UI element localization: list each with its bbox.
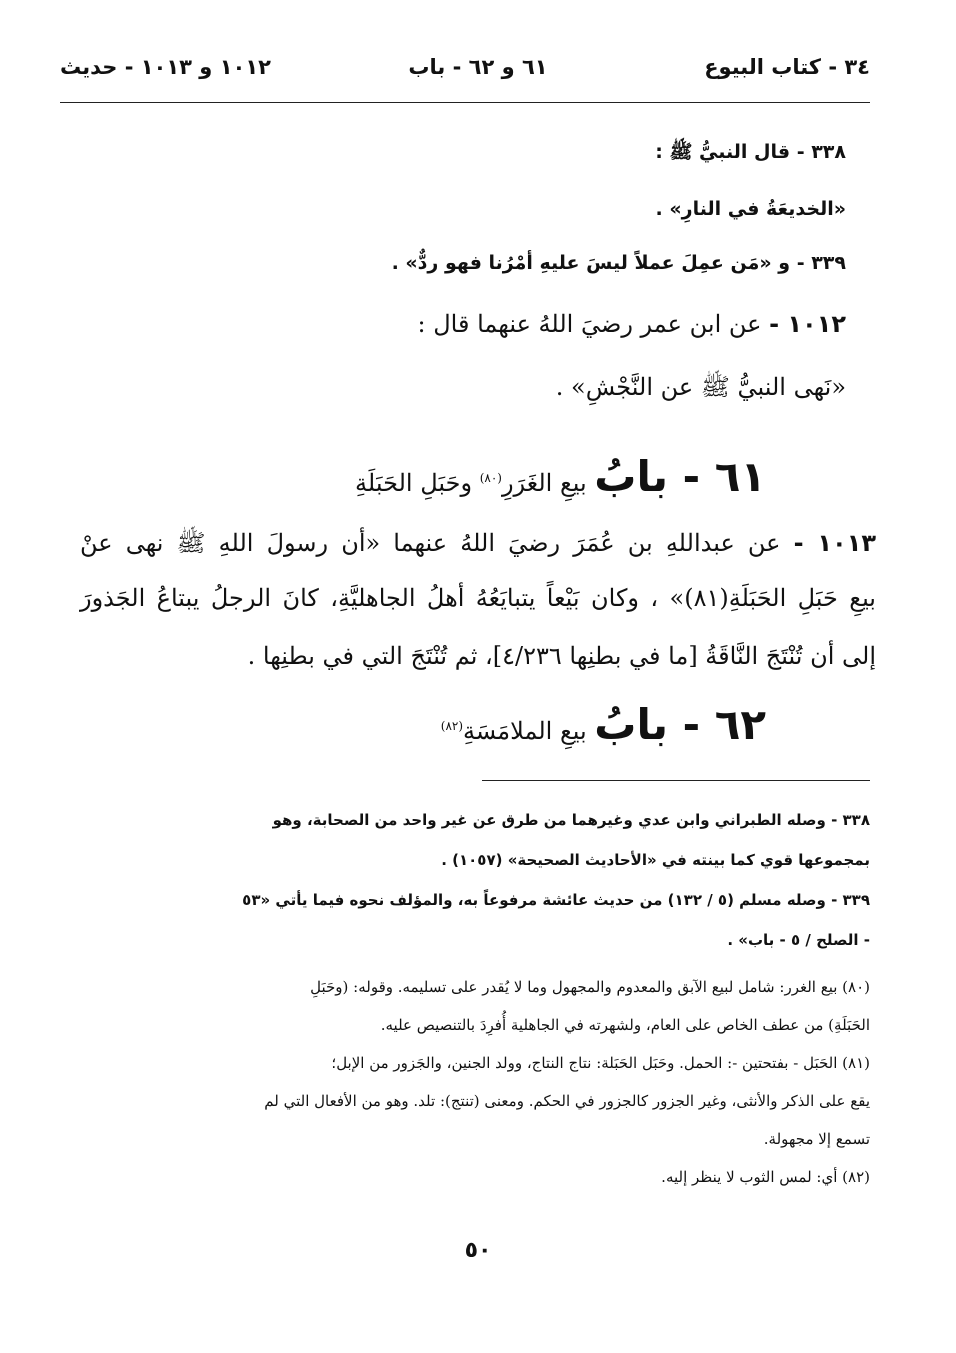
footnote-82: (٨٢) أي: لمس الثوب لا ينظر إليه.: [661, 1168, 870, 1186]
hadith-338-line2: «الخديعَةُ في النارِ» .: [655, 198, 846, 220]
hadith-1012-line1: [418, 310, 846, 338]
hadith-339: ٣٣٩ - و «مَن عمِلَ عملاً ليسَ عليهِ أمْرُنا فهو ردٌّ» .: [391, 252, 846, 274]
hadith-338-line1: ٣٣٨ - قال النبيُّ ﷺ :: [655, 141, 846, 163]
hadith-1012-line2: «نَهى النبيُّ ﷺ عن النَّجْشِ» .: [555, 373, 846, 401]
footnote-ref: (٨٠): [479, 471, 502, 485]
hadith-number: ١٠١٢ -: [769, 310, 846, 338]
hadith-1013-line2: بيعِ حَبَلِ الحَبَلَةِ(٨١)» ، وكان بَيْعاً يتبايَعُهُ أهلُ الجاهليَّةِ، كانَ الرجلُ يبتاعُ الجَذورَ: [80, 584, 876, 612]
footnote-ref: (٨٢): [440, 719, 464, 733]
hadith-1013-line3: إلى أن تُنْتَجَ النَّاقَةُ [ما في بطنِها ٤/٢٣٦]، ثم تُنْتَجَ التي في بطنِها .: [247, 642, 876, 670]
section-61-title: [355, 452, 766, 501]
footnote-rule: [482, 780, 870, 781]
hadith-1013-line1: [80, 528, 876, 563]
note-line: ٣٣٨ - وصله الطبراني وابن عدي وغيرهما من طرق عن غير واحد من الصحابة، وهو: [272, 811, 870, 829]
page-number: ٥٠: [464, 1238, 492, 1263]
header-rule: [60, 102, 870, 103]
section-title: بيعِ الغَرَرِ: [501, 469, 595, 497]
header-hadiths: ١٠١٢ و ١٠١٣ - حديث: [60, 55, 271, 79]
header-chapter: ٣٤ - كتاب البيوع: [704, 55, 870, 79]
footnote-80-line2: الحَبَلَةِ) من عطف الخاص على العام، ولشهرته في الجاهلية أُفرِدَ بالتنصيص عليه.: [380, 1016, 870, 1034]
note-line: ٣٣٩ - وصله مسلم (٥ / ١٣٢) من حديث عائشة مرفوعاً به، والمؤلف نحوه فيما يأتي «٥٣: [242, 891, 870, 909]
section-label: ٦١ - بابُ: [594, 452, 766, 501]
section-title-2: وحَبَلِ الحَبَلَةِ: [355, 469, 480, 497]
section-title: بيعِ الملامَسَةِ: [463, 717, 595, 745]
note-line: - الصلح / ٥ - باب» .: [727, 931, 870, 949]
header-chapters: ٦١ و ٦٢ - باب: [408, 55, 548, 79]
hadith-text: عن ابن عمر رضيَ اللهُ عنهما قال :: [417, 310, 770, 338]
hadith-number: ١٠١٣ -: [793, 529, 876, 557]
note-338: [60, 800, 870, 960]
note-line: بمجموعها قوي كما بينته في «الأحاديث الصحيحة» (١٠٥٧) .: [441, 851, 870, 869]
footnote-81-line3: تسمع إلا مجهولة.: [763, 1130, 870, 1148]
hadith-text: عن عبداللهِ بن عُمَرَ رضيَ اللهُ عنهما «أن رسولَ اللهِ ﷺ نهى عنْ: [80, 529, 794, 557]
section-label: ٦٢ - بابُ: [594, 700, 766, 749]
section-62-title: [441, 700, 766, 749]
footnote-80-line1: (٨٠) بيع الغرر: شامل لبيع الآبق والمعدوم والمجهول وما لا يُقدر على تسليمه. وقوله: (وحَبَلِ: [310, 978, 870, 996]
footnote-81-line1: (٨١) الحَبَل - بفتحتين -: الحمل. وحَبَل الحَبَلة: نتاج النتاج، وولد الجنين، والجَزور من الإبل؛: [331, 1054, 870, 1072]
footnote-81-line2: يقع على الذكر والأنثى، وغير الجزور كالجزور في الحكم. ومعنى (تنتج): تلد. وهو من الأفعال التي لم: [264, 1092, 870, 1110]
footnotes: [60, 968, 870, 1196]
